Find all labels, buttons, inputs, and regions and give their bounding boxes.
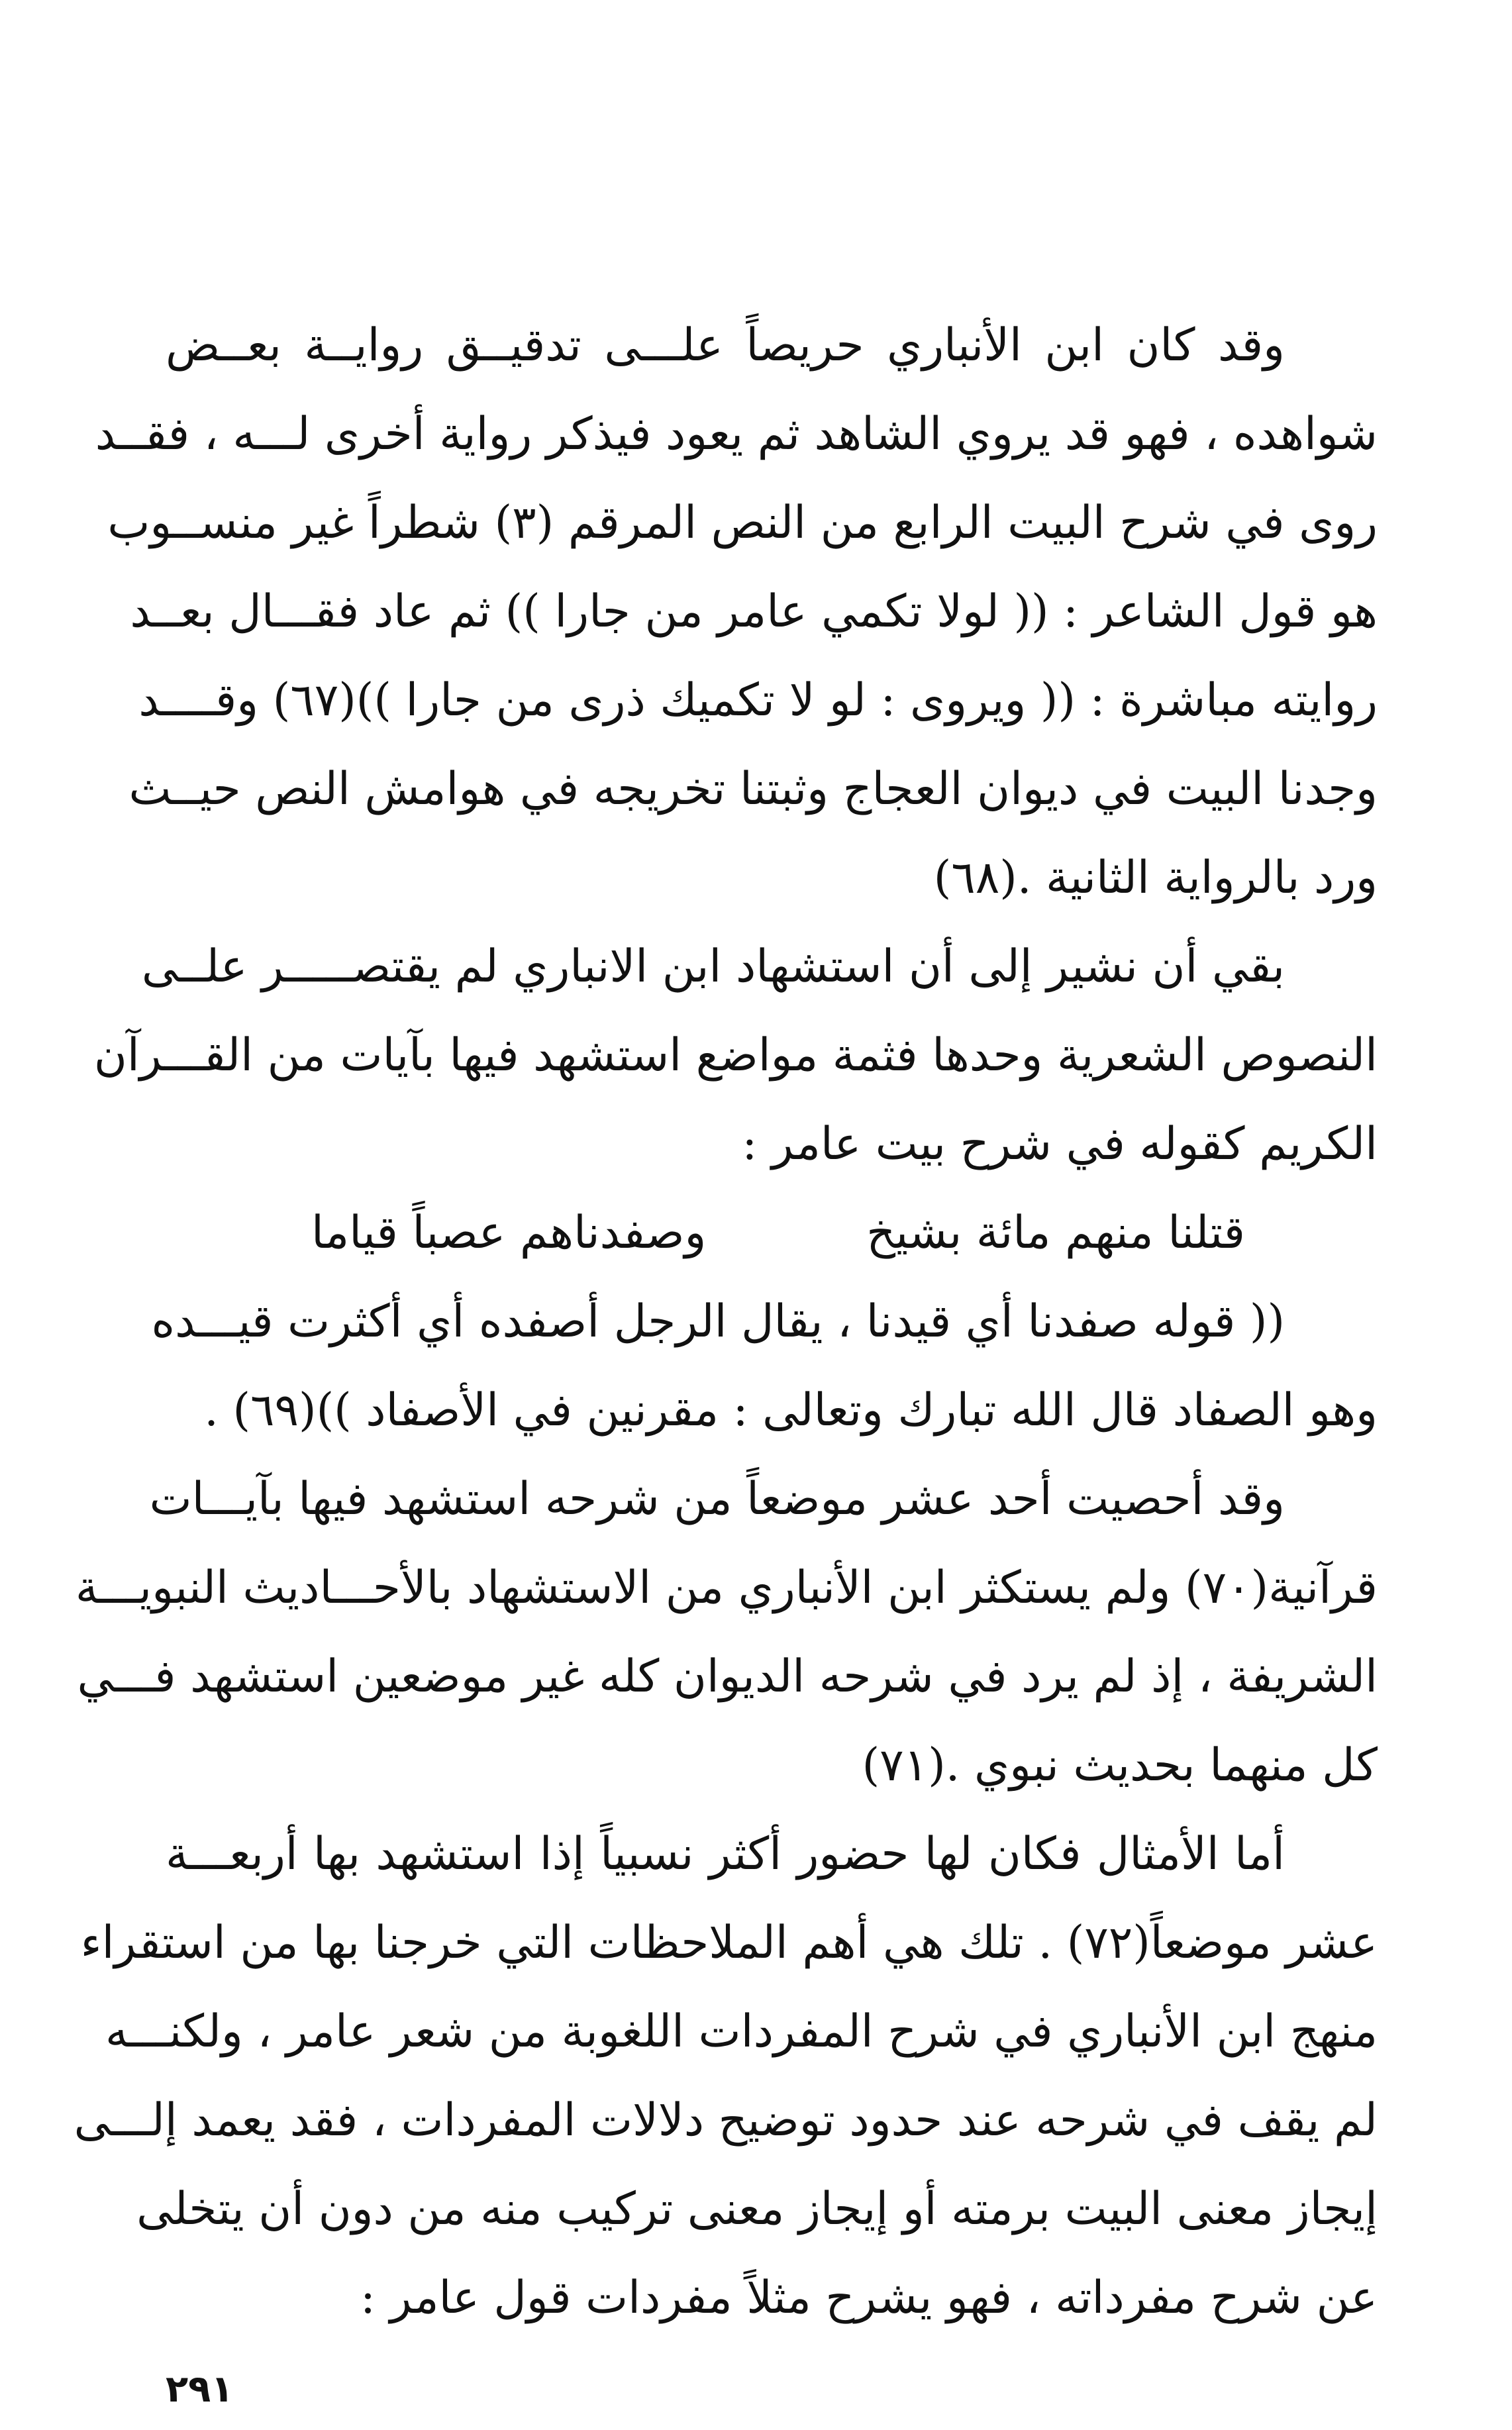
text-line: الشريفة ، إذ لم يرد في شرحه الديوان كله غير موضعين استشهد فـــي xyxy=(77,1650,1378,1703)
text-line: عشر موضعاً(٧٢) . تلك هي أهم الملاحظات التي خرجنا بها من استقراء xyxy=(80,1917,1378,1969)
text-line: وهو الصفاد قال الله تبارك وتعالى : مقرنين في الأصفاد ))(٦٩) . xyxy=(204,1384,1378,1437)
text-line: قرآنية(٧٠) ولم يستكثر ابن الأنباري من الاستشهاد بالأحـــاديث النبويـــة xyxy=(75,1562,1378,1614)
text-line: روايته مباشرة : (( ويروى : لو لا تكميك ذرى من جارا ))(٦٧) وقــــد xyxy=(138,674,1378,727)
text-line: لم يقف في شرحه عند حدود توضيح دلالات المفردات ، فقد يعمد إلـــى xyxy=(74,2094,1378,2147)
text-line: روى في شرح البيت الرابع من النص المرقم (٣) شطراً غير منســوب xyxy=(107,497,1378,549)
text-line: وجدنا البيت في ديوان العجاج وثبتنا تخريجه في هوامش النص حيــث xyxy=(128,763,1378,815)
verse-first-hemistich: قتلنا منهم مائة بشيخ xyxy=(866,1207,1245,1259)
text-line: الكريم كقوله في شرح بيت عامر : xyxy=(742,1118,1378,1170)
text-line: هو قول الشاعر : (( لولا تكمي عامر من جارا )) ثم عاد فقـــال بعــد xyxy=(130,585,1378,638)
text-line: ورد بالرواية الثانية .(٦٨) xyxy=(933,852,1378,904)
text-line: (( قوله صفدنا أي قيدنا ، يقال الرجل أصفده أي أكثرت قيـــده xyxy=(151,1295,1285,1348)
text-line: النصوص الشعرية وحدها فثمة مواضع استشهد فيها بآيات من القـــرآن xyxy=(93,1029,1378,1082)
text-line: أما الأمثال فكان لها حضور أكثر نسبياً إذا استشهد بها أربعـــة xyxy=(166,1828,1285,1880)
text-line: وقد كان ابن الأنباري حريصاً علـــى تدقيــق روايــة بعــض xyxy=(166,319,1285,372)
text-line: شواهده ، فهو قد يروي الشاهد ثم يعود فيذكر رواية أخرى لـــه ، فقــد xyxy=(95,408,1378,460)
page-number: ٢٩١ xyxy=(166,2368,234,2411)
text-line: عن شرح مفرداته ، فهو يشرح مثلاً مفردات قول عامر : xyxy=(360,2272,1378,2324)
text-line: بقي أن نشير إلى أن استشهاد ابن الانباري لم يقتصـــــر علــى xyxy=(141,940,1285,993)
text-line: كل منهما بحديث نبوي .(٧١) xyxy=(862,1739,1378,1792)
text-line: منهج ابن الأنباري في شرح المفردات اللغوبة من شعر عامر ، ولكنـــه xyxy=(105,2005,1378,2058)
text-line: وقد أحصيت أحد عشر موضعاً من شرحه استشهد فيها بآيـــات xyxy=(149,1473,1285,1525)
text-line: إيجاز معنى البيت برمته أو إيجاز معنى تركيب منه من دون أن يتخلى xyxy=(136,2183,1378,2235)
verse-second-hemistich: وصفدناهم عصباً قياما xyxy=(311,1207,707,1259)
body-text xyxy=(74,301,1378,2343)
poem-verse xyxy=(166,1189,1378,1278)
